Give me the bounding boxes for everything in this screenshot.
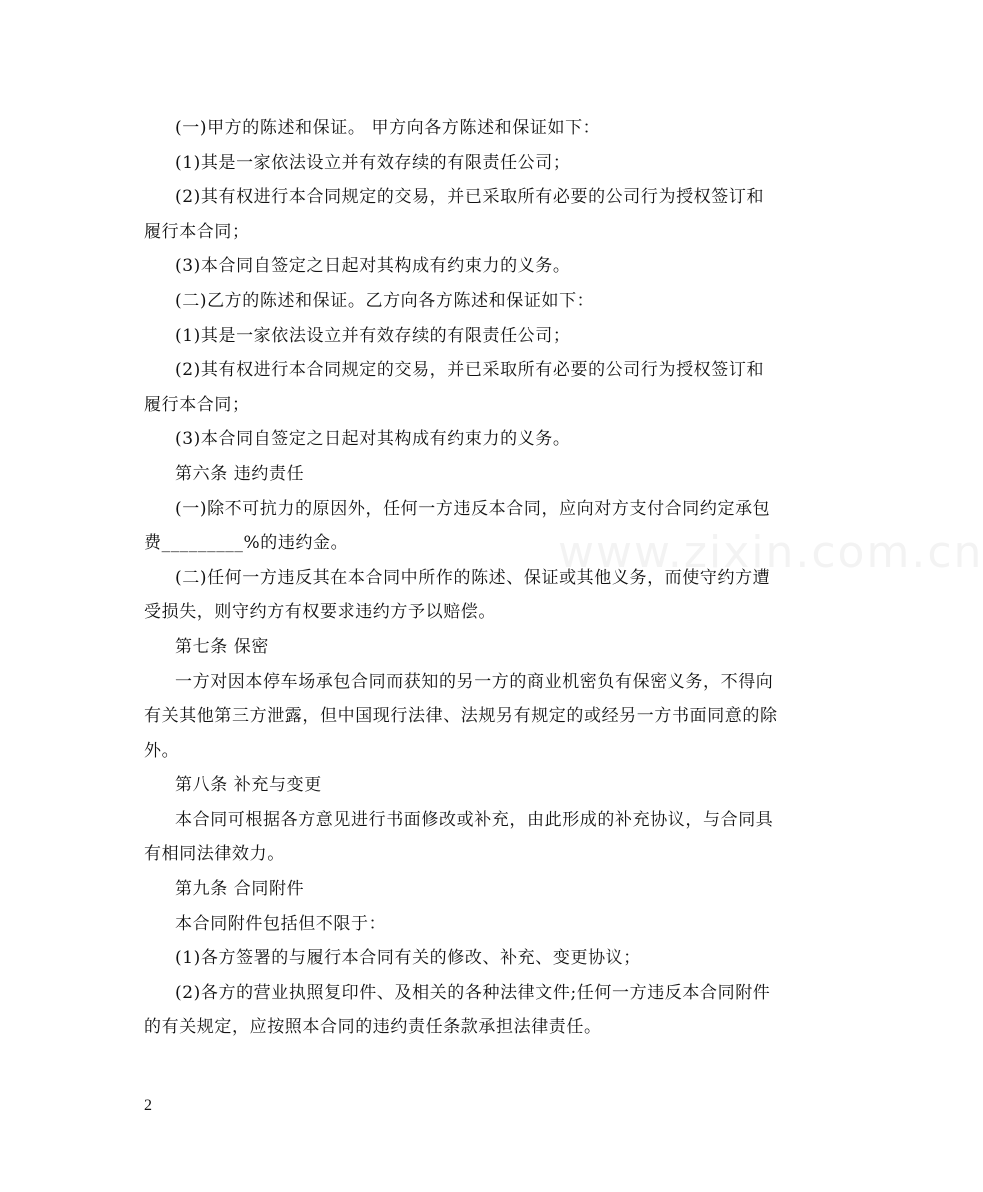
section-heading: 第六条 违约责任	[175, 463, 305, 484]
paragraph: (3)本合同自签定之日起对其构成有约束力的义务。	[175, 429, 571, 450]
paragraph: (1)各方签署的与履行本合同有关的修改、补充、变更协议；	[175, 948, 641, 969]
document-body	[144, 111, 780, 1045]
section-heading: 第八条 补充与变更	[175, 775, 322, 796]
paragraph: (2)各方的营业执照复印件、及相关的各种法律文件;任何一方违反本合同附件的有关规定，应按照本合同的违约责任条款承担法律责任。	[144, 982, 771, 1038]
paragraph: 本合同可根据各方意见进行书面修改或补充，由此形成的补充协议，与合同具有相同法律效力。	[144, 809, 774, 865]
paragraph: (2)其有权进行本合同规定的交易，并已采取所有必要的公司行为授权签订和履行本合同；	[144, 187, 765, 242]
paragraph: (二)乙方的陈述和保证。乙方向各方陈述和保证如下：	[175, 290, 595, 311]
paragraph: (1)其是一家依法设立并有效存续的有限责任公司；	[175, 152, 571, 173]
section-heading: 第九条 合同附件	[175, 879, 305, 900]
watermark: www.zixin.com.cn	[558, 527, 983, 578]
section-heading: 第七条 保密	[175, 636, 270, 657]
paragraph: (二)任何一方违反其在本合同中所作的陈述、保证或其他义务，而使守约方遭受损失，则守约方有权要求违约方予以赔偿。	[144, 567, 771, 623]
paragraph: (一)甲方的陈述和保证。 甲方向各方陈述和保证如下：	[175, 118, 601, 138]
paragraph: 一方对因本停车场承包合同而获知的另一方的商业机密负有保密义务，不得向有关其他第三方泄露，但中国现行法律、法规另有规定的或经另一方书面同意的除外。	[144, 671, 778, 761]
paragraph: (1)其是一家依法设立并有效存续的有限责任公司；	[175, 325, 571, 346]
paragraph: (2)其有权进行本合同规定的交易，并已采取所有必要的公司行为授权签订和履行本合同；	[144, 360, 765, 415]
paragraph: 本合同附件包括但不限于：	[175, 913, 387, 934]
paragraph: (3)本合同自签定之日起对其构成有约束力的义务。	[175, 256, 571, 277]
page-number: 2	[144, 1097, 152, 1114]
paragraph: (一)除不可抗力的原因外，任何一方违反本合同，应向对方支付合同约定承包费_________%的违约金。	[144, 498, 771, 554]
